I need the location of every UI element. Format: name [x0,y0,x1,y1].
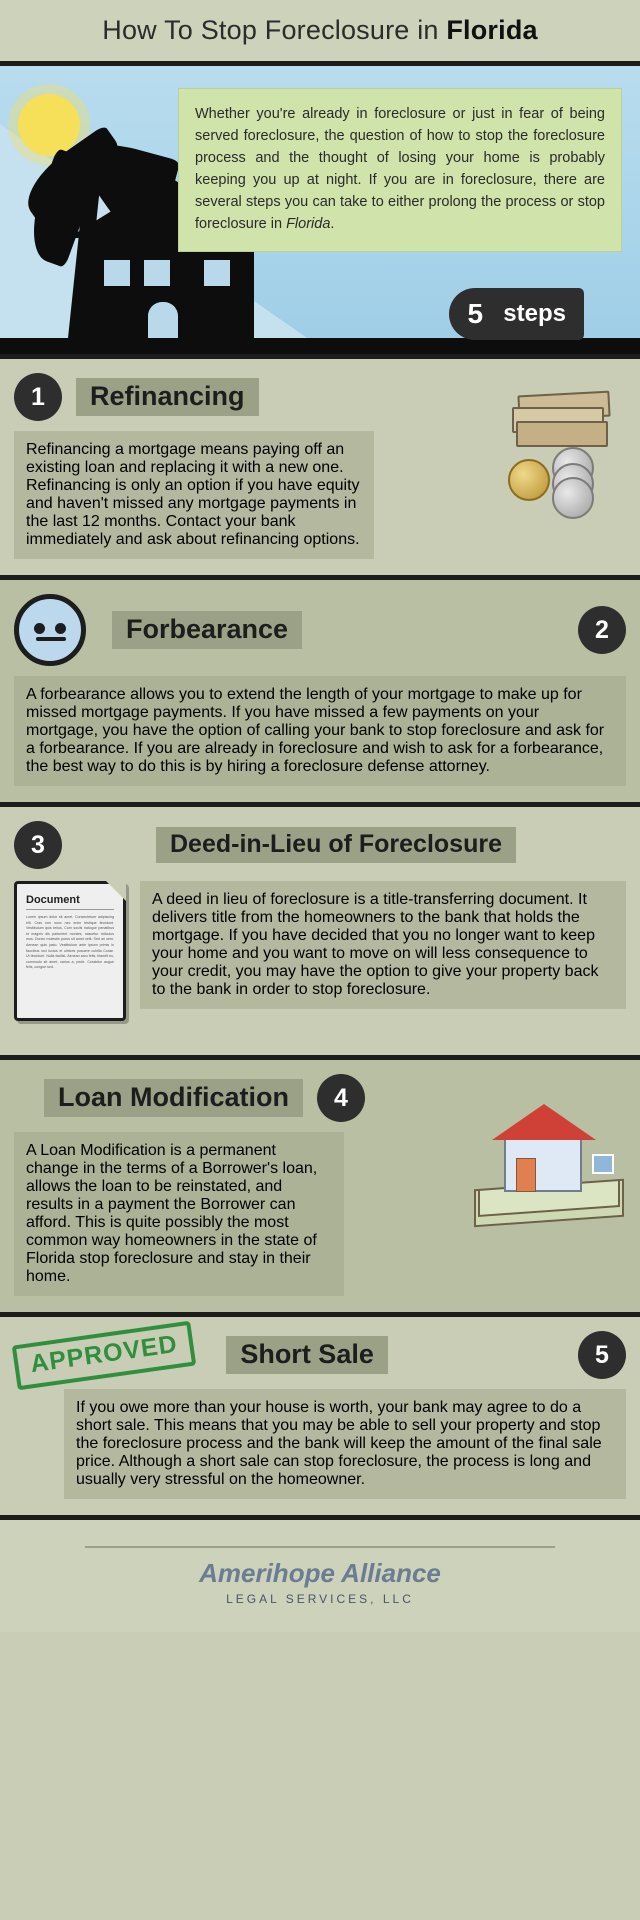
section-body: A forbearance allows you to extend the length of your mortgage to make up for missed mortgage payments. If you have missed a few payments on your mortgage, you have the option of calling your bank to stop foreclosure and ask for a forbearance. If you are already in foreclosure and wish to ask for a forbearance, the best way to do this is by hiring a foreclosure defense attorney. [14,676,626,786]
section-body: A deed in lieu of foreclosure is a title-transferring document. It delivers title from the homeowners to the bank that holds the mortgage. If you have decided that you no longer want to keep your home and you want to move on will less consequence to your credit, you may have the option to give your property back to the bank in order to stop foreclosure. [140,881,626,1009]
section-title: Loan Modification [44,1079,303,1117]
house-roof-icon [492,1104,596,1140]
footer-divider [85,1546,555,1548]
house-door-icon [516,1158,536,1192]
brand-name-second: Alliance [334,1558,441,1588]
step-number-badge: 3 [14,821,62,869]
hero-paragraph [178,88,622,252]
page-title [102,15,537,46]
steps-badge-number: 5 [453,292,497,336]
coin-icon [552,477,594,519]
steps-badge-label: steps [503,300,566,327]
section-title: Deed-in-Lieu of Foreclosure [156,827,516,863]
document-icon [14,881,126,1021]
document-fold-icon [106,881,126,901]
section-title: Forbearance [112,611,302,649]
house-window-icon [204,260,230,286]
house-window-icon [104,260,130,286]
house-on-money-icon [474,1082,624,1222]
section-deed-in-lieu [0,807,640,1060]
page-title-plain: How To Stop Foreclosure in [102,15,447,45]
brand-name-first: Amerihope [199,1558,335,1588]
page-footer [0,1520,640,1632]
section-loan-modification [0,1060,640,1317]
money-stack-icon [506,385,626,505]
hero-paragraph-end: . [330,216,335,232]
section-short-sale [0,1317,640,1520]
section-refinancing [0,359,640,580]
hero-paragraph-state: Florida [286,216,331,232]
house-window-icon [592,1154,614,1174]
document-icon-label: Document [26,894,114,910]
face-mouth-icon [36,637,66,641]
brand-logo [199,1558,441,1589]
step-number-badge: 1 [14,373,62,421]
face-eye-icon [55,623,66,634]
section-forbearance [0,580,640,807]
page-header [0,0,640,66]
steps-badge [449,288,584,340]
section-body: If you owe more than your house is worth, your bank may agree to do a short sale. This means that you may be able to sell your property and stop the foreclosure process and the bank will keep the amount of the final sale price. Although a short sale can stop foreclosure, the process is long and usually very stressful on the homeowner. [64,1389,626,1499]
section-title: Short Sale [226,1336,388,1374]
page-title-state: Florida [446,15,538,45]
banknote-icon [516,421,608,447]
document-icon-text: Lorem ipsum dolor sit amet. Consectetuer adipiscing elit. Cras non nunc nec enim tristique tincidunt. Vestibulum quis tellus. Cum sociis natoque penatibus et magnis dis parturient montes, nascetur ridiculus mus. Donec molestie purus sit amet velit. Sed an sem. Aenean quis justo. Vestibulum ante ipsum primis in faucibus orci luctus et ultrices posuere cubilia Curae. Ut tincidunt. Nulla facilisi. Aenean arcu felis, blandit eu, commodo sit amet, varius a, pede. Curabitur augue felis, congue sed. [26,915,114,970]
house-window-icon [144,260,170,286]
coin-icon [508,459,550,501]
face-eye-icon [34,623,45,634]
house-icon [82,236,254,354]
section-body: Refinancing a mortgage means paying off an existing loan and replacing it with a new one. Refinancing is only an option if you have equity and haven't missed any mortgage payments in the last 12 months. Contact your bank immediately and ask about refinancing options. [14,431,374,559]
brand-tagline: LEGAL SERVICES, LLC [226,1592,414,1606]
hero-paragraph-text: Whether you're already in foreclosure or just in fear of being served foreclosure, the question of how to stop the foreclosure process and the thought of losing your home is probably keeping you up at night. If you are in foreclosure, there are several steps you can take to either prolong the process or stop foreclosure in [195,106,605,232]
section-body: A Loan Modification is a permanent change in the terms of a Borrower's loan, allows the loan to be reinstated, and results in a payment the Borrower can afford. This is quite possibly the most common way homeowners in the state of Florida stop foreclosure and stay in their home. [14,1132,344,1296]
neutral-face-icon [14,594,86,666]
approved-stamp-icon: APPROVED [12,1320,197,1390]
step-number-badge: 5 [578,1331,626,1379]
section-title: Refinancing [76,378,259,416]
ground-strip [0,338,640,354]
step-number-badge: 4 [317,1074,365,1122]
step-number-badge: 2 [578,606,626,654]
hero-section [0,66,640,359]
